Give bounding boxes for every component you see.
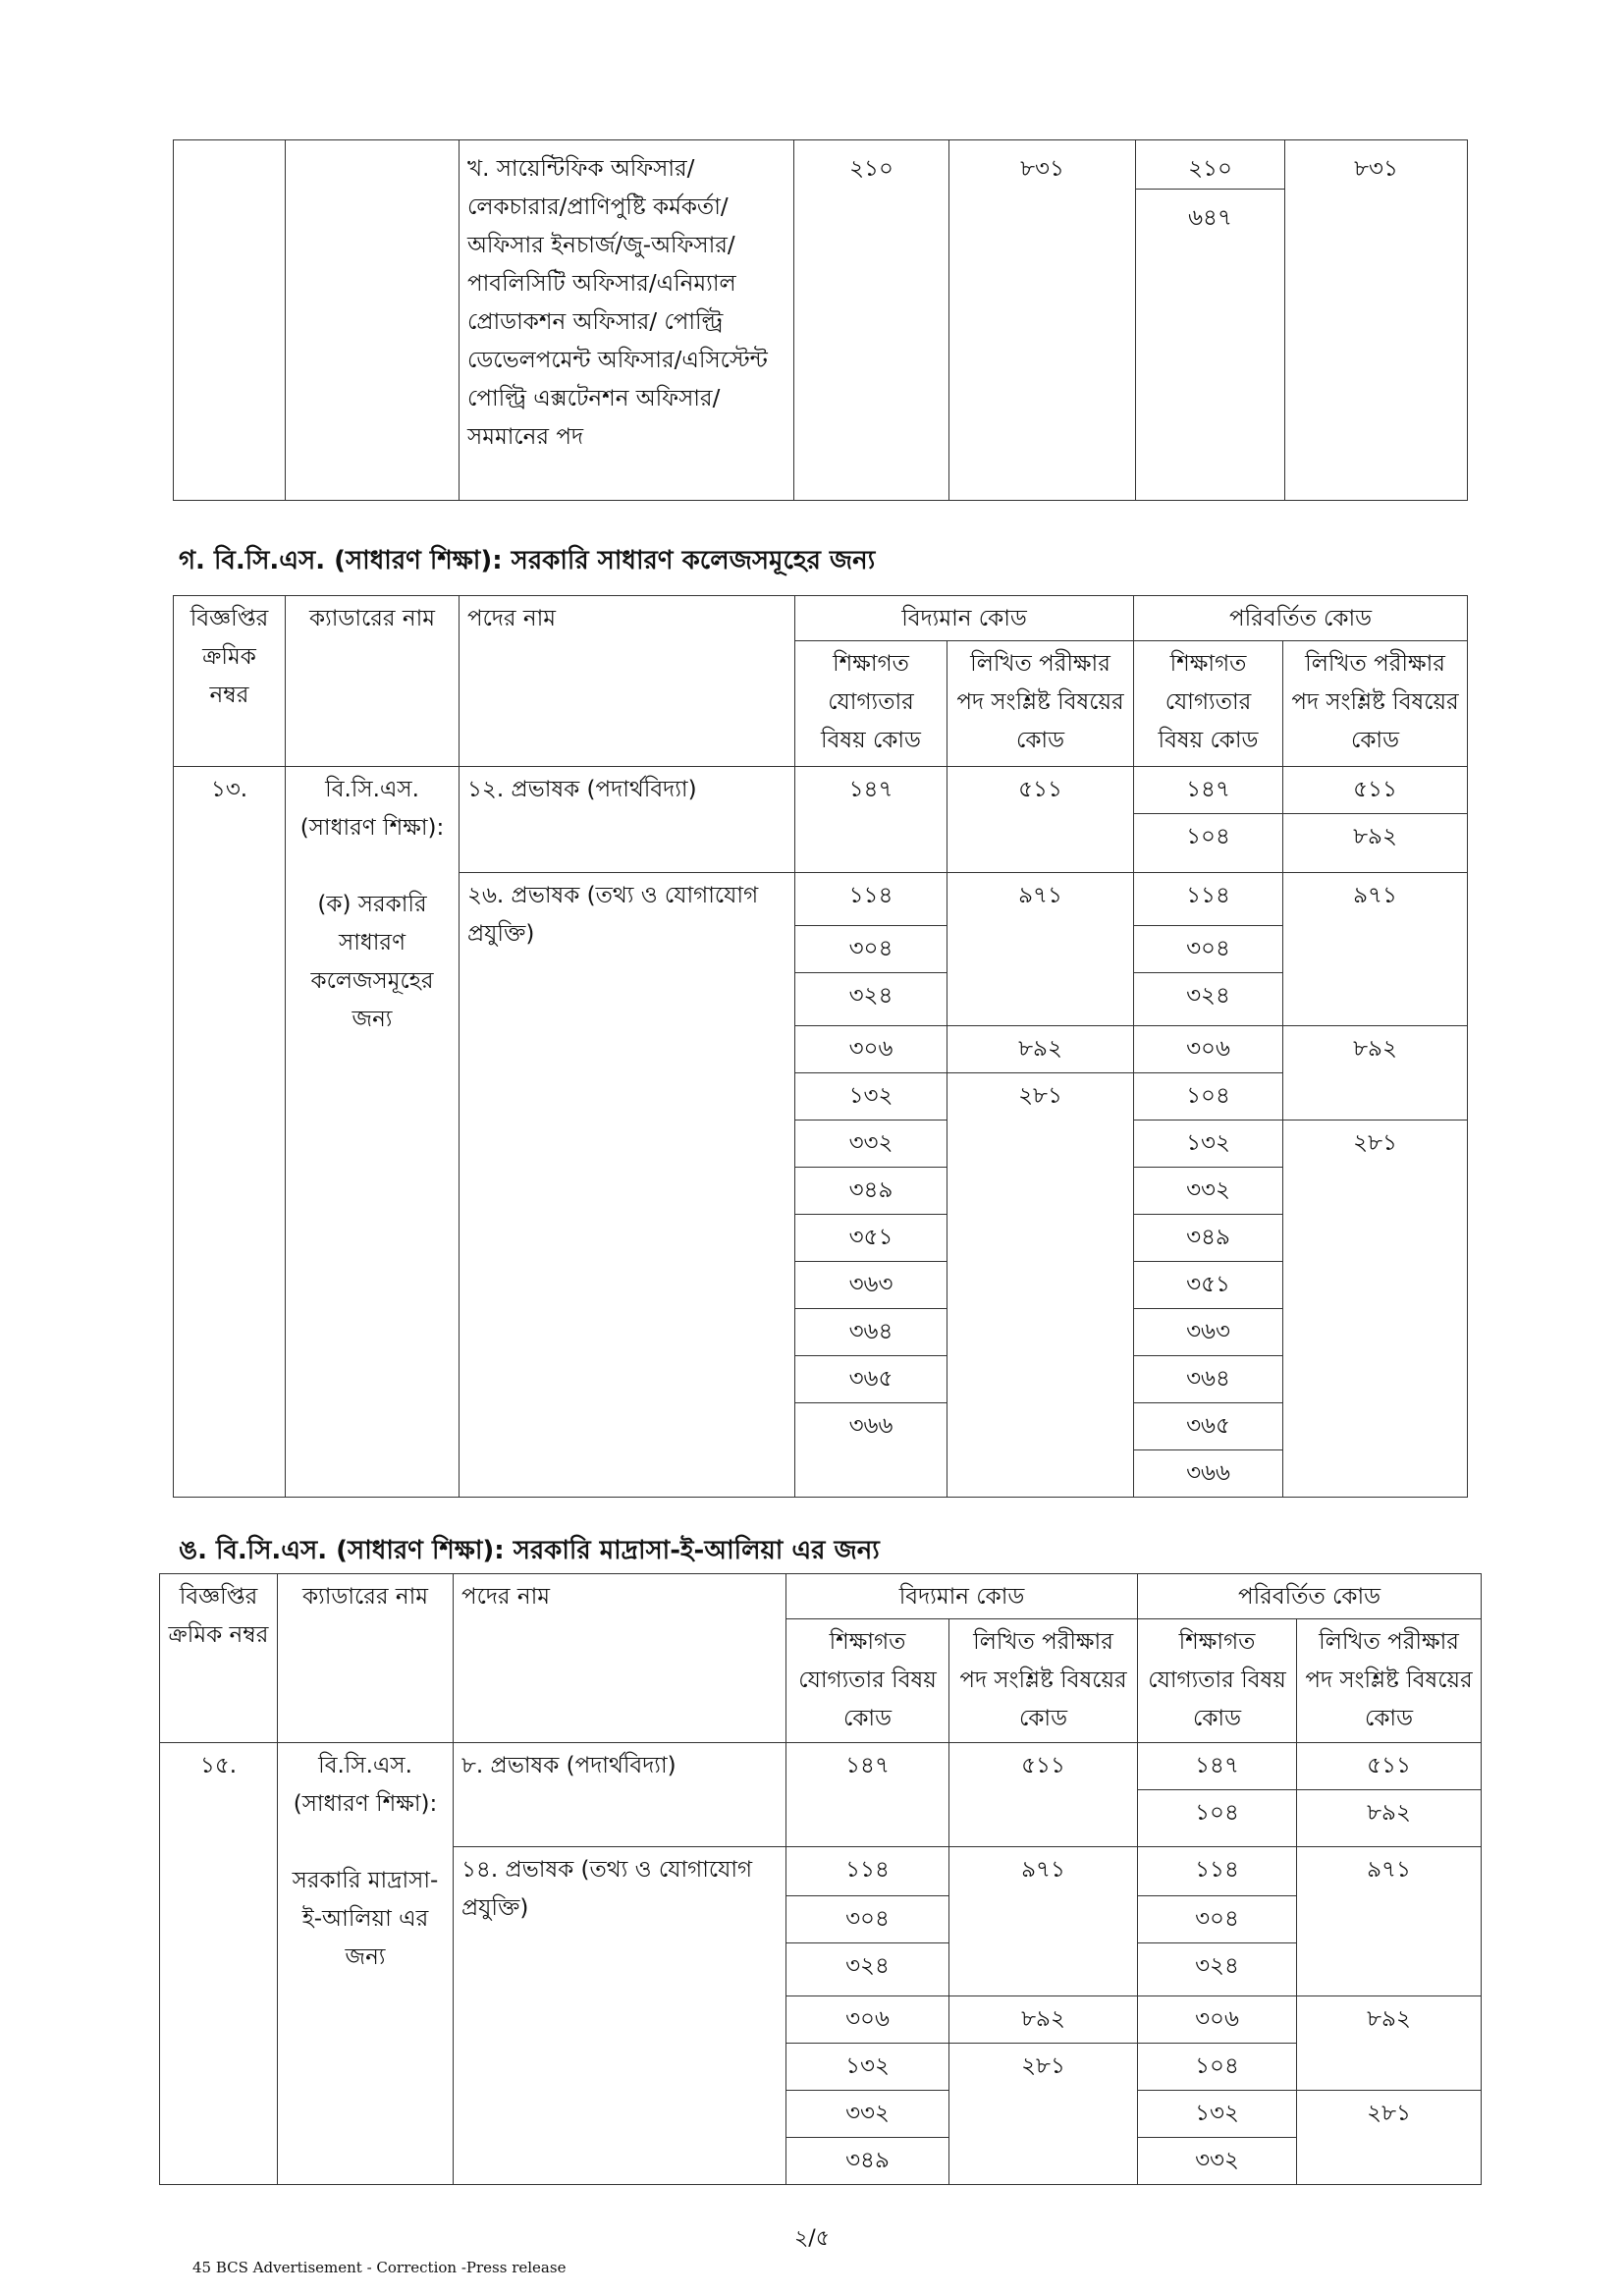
existing-written-code: ৫১১ xyxy=(947,767,1134,873)
header-changed-code: পরিবর্তিত কোড xyxy=(1138,1574,1482,1619)
header-serial: বিজ্ঞপ্তির ক্রমিক নম্বর xyxy=(160,1574,278,1743)
existing-edu-code: ১১৪ xyxy=(786,1847,949,1896)
existing-written-code: ৮৯২ xyxy=(949,1996,1138,2044)
header-written-code: লিখিত পরীক্ষার পদ সংশ্লিষ্ট বিষয়ের কোড xyxy=(1283,641,1468,767)
changed-edu-code: ২১০ xyxy=(1136,140,1285,190)
changed-edu-code: ১৩২ xyxy=(1138,2091,1297,2138)
continuation-table xyxy=(173,139,1468,501)
existing-edu-code: ২১০ xyxy=(794,140,949,501)
section-heading: গ. বি.সি.এস. (সাধারণ শিক্ষা): সরকারি সাধারণ কলেজসমূহের জন্য xyxy=(179,546,876,575)
changed-edu-code: ১৪৭ xyxy=(1134,767,1283,814)
existing-written-code: ৮৯২ xyxy=(947,1026,1134,1073)
changed-written-code: ৮৯২ xyxy=(1283,814,1468,873)
footer-text: 45 BCS Advertisement - Correction -Press release xyxy=(192,2259,567,2276)
existing-edu-code: ১৪৭ xyxy=(786,1743,949,1847)
existing-edu-code: ৩৪৯ xyxy=(786,2138,949,2185)
existing-edu-code: ৩৩২ xyxy=(795,1121,947,1168)
header-edu-code: শিক্ষাগত যোগ্যতার বিষয় কোড xyxy=(795,641,947,767)
header-edu-code: শিক্ষাগত যোগ্যতার বিষয় কোড xyxy=(1138,1619,1297,1743)
existing-written-code: ৮৩১ xyxy=(949,140,1136,501)
changed-edu-code: ১০৪ xyxy=(1134,814,1283,873)
changed-edu-code: ৩৬৫ xyxy=(1134,1403,1283,1450)
changed-written-code: ৯৭১ xyxy=(1283,873,1468,1026)
changed-edu-code: ১১৪ xyxy=(1134,873,1283,926)
existing-edu-code: ৩৫১ xyxy=(795,1215,947,1262)
existing-edu-code: ৩২৪ xyxy=(795,973,947,1026)
cadre-cell xyxy=(286,767,460,1498)
changed-edu-code: ৩০৪ xyxy=(1134,926,1283,973)
existing-edu-code: ১৩২ xyxy=(795,1073,947,1121)
changed-edu-code: ৩৬৬ xyxy=(1134,1450,1283,1498)
header-post: পদের নাম xyxy=(460,596,795,767)
header-edu-code: শিক্ষাগত যোগ্যতার বিষয় কোড xyxy=(786,1619,949,1743)
changed-edu-code: ১০৪ xyxy=(1134,1073,1283,1121)
post-name-cell: ৮. প্রভাষক (পদার্থবিদ্যা) xyxy=(454,1743,786,1847)
changed-edu-code: ৩৪৯ xyxy=(1134,1215,1283,1262)
header-edu-code: শিক্ষাগত যোগ্যতার বিষয় কোড xyxy=(1134,641,1283,767)
existing-edu-code: ৩৬৬ xyxy=(795,1403,947,1498)
changed-written-code: ৮৯২ xyxy=(1283,1026,1468,1121)
existing-edu-code: ৩০৬ xyxy=(786,1996,949,2044)
existing-edu-code: ৩০৬ xyxy=(795,1026,947,1073)
header-existing-code: বিদ্যমান কোড xyxy=(786,1574,1138,1619)
existing-edu-code: ৩০৪ xyxy=(786,1896,949,1943)
existing-edu-code: ৩৩২ xyxy=(786,2091,949,2138)
changed-edu-code: ৩২৪ xyxy=(1138,1943,1297,1996)
existing-edu-code: ৩৪৯ xyxy=(795,1168,947,1215)
header-written-code: লিখিত পরীক্ষার পদ সংশ্লিষ্ট বিষয়ের কোড xyxy=(949,1619,1138,1743)
existing-edu-code: ৩০৪ xyxy=(795,926,947,973)
header-post: পদের নাম xyxy=(454,1574,786,1743)
changed-edu-code: ১৩২ xyxy=(1134,1121,1283,1168)
changed-edu-code: ১০৪ xyxy=(1138,2044,1297,2091)
header-cadre: ক্যাডারের নাম xyxy=(286,596,460,767)
cadre-cell xyxy=(278,1743,454,2185)
post-name-cell: ১৪. প্রভাষক (তথ্য ও যোগাযোগ প্রযুক্তি) xyxy=(454,1847,786,2185)
cadre-line: সরকারি মাদ্রাসা-ই-আলিয়া এর জন্য xyxy=(292,1868,439,1970)
changed-edu-code: ৩৫১ xyxy=(1134,1262,1283,1309)
changed-written-code: ৯৭১ xyxy=(1297,1847,1482,1996)
changed-edu-code: ৩০৬ xyxy=(1134,1026,1283,1073)
existing-written-code: ২৮১ xyxy=(949,2044,1138,2185)
post-name-cell: খ. সায়েন্টিফিক অফিসার/ লেকচারার/প্রাণিপুষ্টি কর্মকর্তা/অফিসার ইনচার্জ/জু-অফিসার/পাবলিসিটি অফিসার/এনিম্যাল প্রোডাকশন অফিসার/ পোল্ট্রি ডেভেলপমেন্ট অফিসার/এসিস্টেন্ট পোল্ট্রি এক্সটেনশন অফিসার/সমমানের পদ xyxy=(460,140,794,501)
empty-cell xyxy=(286,140,460,501)
section-g-table xyxy=(173,595,1468,1498)
changed-edu-code: ৬৪৭ xyxy=(1136,190,1285,501)
existing-written-code: ৯৭১ xyxy=(947,873,1134,1026)
header-existing-code: বিদ্যমান কোড xyxy=(795,596,1134,641)
serial-cell: ১৩. xyxy=(174,767,286,1498)
cadre-line: (ক) সরকারি সাধারণ কলেজসমূহের জন্য xyxy=(310,892,434,1032)
existing-edu-code: ১৪৭ xyxy=(795,767,947,873)
changed-edu-code: ৩৩২ xyxy=(1138,2138,1297,2185)
changed-written-code: ৮৯২ xyxy=(1297,1996,1482,2091)
existing-edu-code: ১৩২ xyxy=(786,2044,949,2091)
serial-cell: ১৫. xyxy=(160,1743,278,2185)
cadre-line: বি.সি.এস. (সাধারণ শিক্ষা): xyxy=(293,1753,438,1817)
cadre-line: বি.সি.এস. (সাধারণ শিক্ষা): xyxy=(299,777,445,841)
header-changed-code: পরিবর্তিত কোড xyxy=(1134,596,1468,641)
header-written-code: লিখিত পরীক্ষার পদ সংশ্লিষ্ট বিষয়ের কোড xyxy=(947,641,1134,767)
section-heading: ঙ. বি.সি.এস. (সাধারণ শিক্ষা): সরকারি মাদ্রাসা-ই-আলিয়া এর জন্য xyxy=(179,1536,880,1565)
existing-edu-code: ৩৬৩ xyxy=(795,1262,947,1309)
changed-written-code: ৮৯২ xyxy=(1297,1790,1482,1847)
changed-written-code: ৫১১ xyxy=(1297,1743,1482,1790)
changed-written-code: ৮৩১ xyxy=(1285,140,1468,501)
existing-written-code: ৫১১ xyxy=(949,1743,1138,1847)
existing-edu-code: ৩২৪ xyxy=(786,1943,949,1996)
changed-written-code: ২৮১ xyxy=(1283,1121,1468,1498)
changed-edu-code: ৩০৬ xyxy=(1138,1996,1297,2044)
existing-edu-code: ৩৬৪ xyxy=(795,1309,947,1356)
page-number: ২/৫ xyxy=(794,2226,830,2251)
header-written-code: লিখিত পরীক্ষার পদ সংশ্লিষ্ট বিষয়ের কোড xyxy=(1297,1619,1482,1743)
post-name-cell: ২৬. প্রভাষক (তথ্য ও যোগাযোগ প্রযুক্তি) xyxy=(460,873,795,1498)
existing-edu-code: ১১৪ xyxy=(795,873,947,926)
changed-edu-code: ৩৬৩ xyxy=(1134,1309,1283,1356)
changed-edu-code: ৩০৪ xyxy=(1138,1896,1297,1943)
changed-edu-code: ৩৩২ xyxy=(1134,1168,1283,1215)
changed-edu-code: ১০৪ xyxy=(1138,1790,1297,1847)
changed-written-code: ২৮১ xyxy=(1297,2091,1482,2185)
post-name-cell: ১২. প্রভাষক (পদার্থবিদ্যা) xyxy=(460,767,795,873)
existing-edu-code: ৩৬৫ xyxy=(795,1356,947,1403)
changed-edu-code: ১১৪ xyxy=(1138,1847,1297,1896)
existing-written-code: ৯৭১ xyxy=(949,1847,1138,1996)
changed-edu-code: ১৪৭ xyxy=(1138,1743,1297,1790)
empty-cell xyxy=(174,140,286,501)
changed-edu-code: ৩৬৪ xyxy=(1134,1356,1283,1403)
existing-written-code: ২৮১ xyxy=(947,1073,1134,1498)
header-cadre: ক্যাডারের নাম xyxy=(278,1574,454,1743)
changed-edu-code: ৩২৪ xyxy=(1134,973,1283,1026)
section-u-table xyxy=(159,1573,1482,2185)
changed-written-code: ৫১১ xyxy=(1283,767,1468,814)
header-serial: বিজ্ঞপ্তির ক্রমিক নম্বর xyxy=(174,596,286,767)
